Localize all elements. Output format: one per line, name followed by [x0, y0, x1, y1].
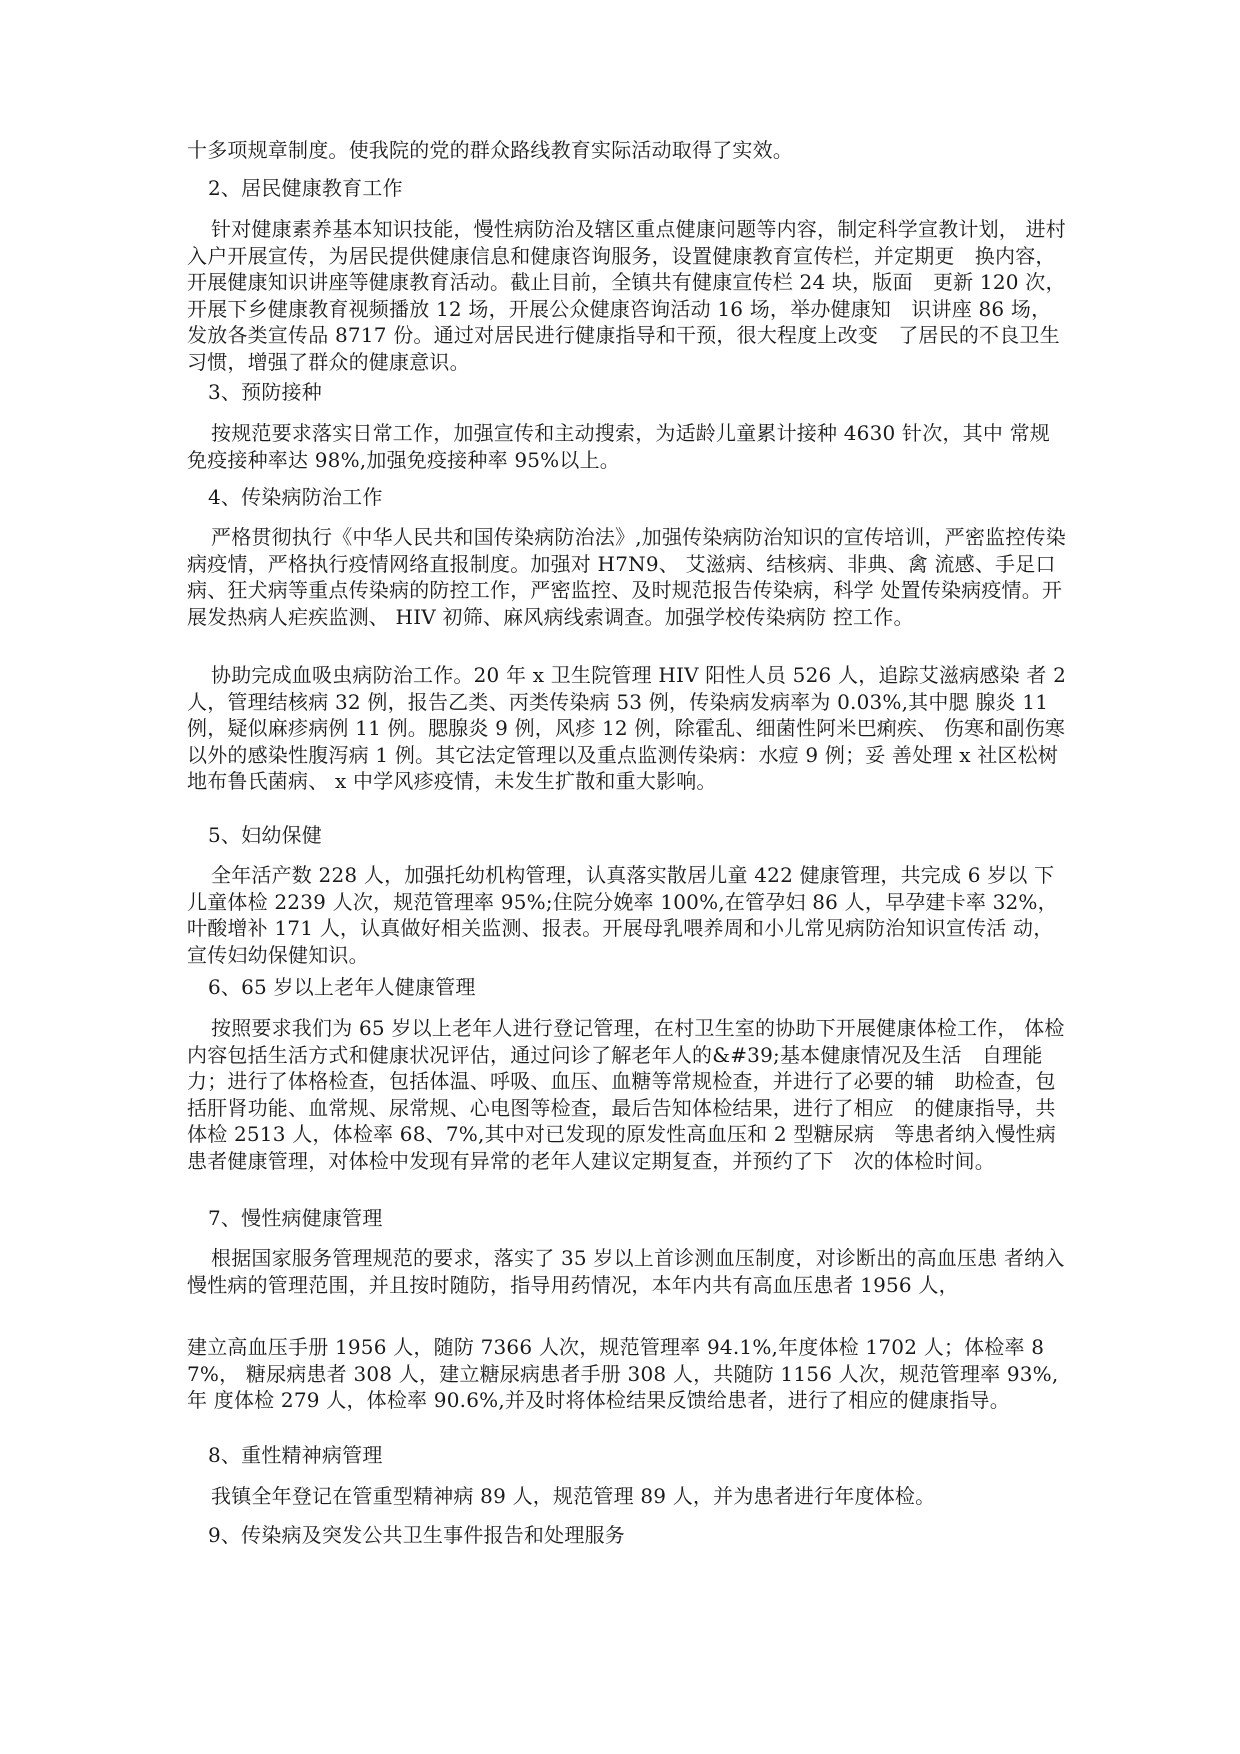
section-4-heading: 4、传染病防治工作	[208, 485, 383, 509]
section-9-heading: 9、传染病及突发公共卫生事件报告和处理服务	[208, 1523, 625, 1547]
section-2-heading: 2、居民健康教育工作	[208, 176, 403, 200]
intro-paragraph: 十多项规章制度。使我院的党的群众路线教育实际活动取得了实效。	[187, 138, 793, 162]
section-4-paragraph-1: 严格贯彻执行《中华人民共和国传染病防治法》,加强传染病防治知识的宣传培训，严密监控传染病疫情，严格执行疫情网络直报制度。加强对 H7N9、 艾滋病、结核病、非典、禽 流感、手足口病、狂犬病等重点传染病的防控工作，严密监控、及时规范报告传染病，科学 处置传染病疫情。开展发热病人疟疾监测、 HIV 初筛、麻风病线索调查。加强学校传染病防 控工作。	[187, 525, 1066, 629]
section-7-paragraph-2: 建立高血压手册 1956 人，随防 7366 人次，规范管理率 94.1%,年度体检 1702 人；体检率 87%， 糖尿病患者 308 人，建立糖尿病患者手册 308 人，共随防 1156 人次，规范管理率 93%,年 度体检 279 人，体检率 90.6%,并及时将体检结果反馈给患者，进行了相应的健康指导。	[187, 1335, 1059, 1412]
section-6-heading: 6、65 岁以上老年人健康管理	[208, 975, 476, 999]
section-8-paragraph: 我镇全年登记在管重型精神病 89 人，规范管理 89 人，并为患者进行年度体检。	[211, 1484, 936, 1508]
section-3-heading: 3、预防接种	[208, 380, 322, 404]
section-4-paragraph-2: 协助完成血吸虫病防治工作。20 年 x 卫生院管理 HIV 阳性人员 526 人，追踪艾滋病感染 者 2 人，管理结核病 32 例，报告乙类、丙类传染病 53 例，传染病发病率为 0.03%,其中腮 腺炎 11 例，疑似麻疹病例 11 例。腮腺炎 9 例，风疹 12 例，除霍乱、细菌性阿米巴痢疾、 伤寒和副伤寒以外的感染性腹泻病 1 例。其它法定管理以及重点监测传染病：水痘 9 例；妥 善处理 x 社区松树地布鲁氏菌病、 x 中学风疹疫情，未发生扩散和重大影响。	[187, 663, 1067, 793]
section-8-heading: 8、重性精神病管理	[208, 1443, 383, 1467]
section-5-paragraph: 全年活产数 228 人，加强托幼机构管理，认真落实散居儿童 422 健康管理，共完成 6 岁以 下儿童体检 2239 人次，规范管理率 95%;住院分娩率 100%,在管孕妇 86 人，早孕建卡率 32%， 叶酸增补 171 人，认真做好相关监测、报表。开展母乳喂养周和小儿常见病防治知识宣传活 动，宣传妇幼保健知识。	[187, 863, 1058, 967]
section-6-paragraph: 按照要求我们为 65 岁以上老年人进行登记管理，在村卫生室的协助下开展健康体检工作， 体检内容包括生活方式和健康状况评估，通过问诊了解老年人的&#39;基本健康情况及生活 自理能力；进行了体格检查，包括体温、呼吸、血压、血糖等常规检查，并进行了必要的辅 助检查，包括肝肾功能、血常规、尿常规、心电图等检查，最后告知体检结果，进行了相应 的健康指导，共体检 2513 人，体检率 68、7%,其中对已发现的原发性高血压和 2 型糖尿病 等患者纳入慢性病患者健康管理，对体检中发现有异常的老年人建议定期复查，并预约了下 次的体检时间。	[187, 1016, 1065, 1173]
section-5-heading: 5、妇幼保健	[208, 823, 322, 847]
section-7-paragraph-1: 根据国家服务管理规范的要求，落实了 35 岁以上首诊测血压制度，对诊断出的高血压患 者纳入慢性病的管理范围，并且按时随防，指导用药情况，本年内共有高血压患者 1956 人，	[187, 1246, 1065, 1297]
section-2-paragraph: 针对健康素养基本知识技能，慢性病防治及辖区重点健康问题等内容，制定科学宣教计划， 进村入户开展宣传，为居民提供健康信息和健康咨询服务，设置健康教育宣传栏，并定期更 换内容，开展健康知识讲座等健康教育活动。截止目前，全镇共有健康宣传栏 24 块，版面 更新 120 次，开展下乡健康教育视频播放 12 场，开展公众健康咨询活动 16 场，举办健康知 识讲座 86 场，发放各类宣传品 8717 份。通过对居民进行健康指导和干预，很大程度上改变 了居民的不良卫生习惯，增强了群众的健康意识。	[187, 217, 1066, 374]
section-3-paragraph: 按规范要求落实日常工作，加强宣传和主动搜索，为适龄儿童累计接种 4630 针次，其中 常规免疫接种率达 98%,加强免疫接种率 95%以上。	[187, 421, 1050, 472]
section-7-heading: 7、慢性病健康管理	[208, 1206, 383, 1230]
